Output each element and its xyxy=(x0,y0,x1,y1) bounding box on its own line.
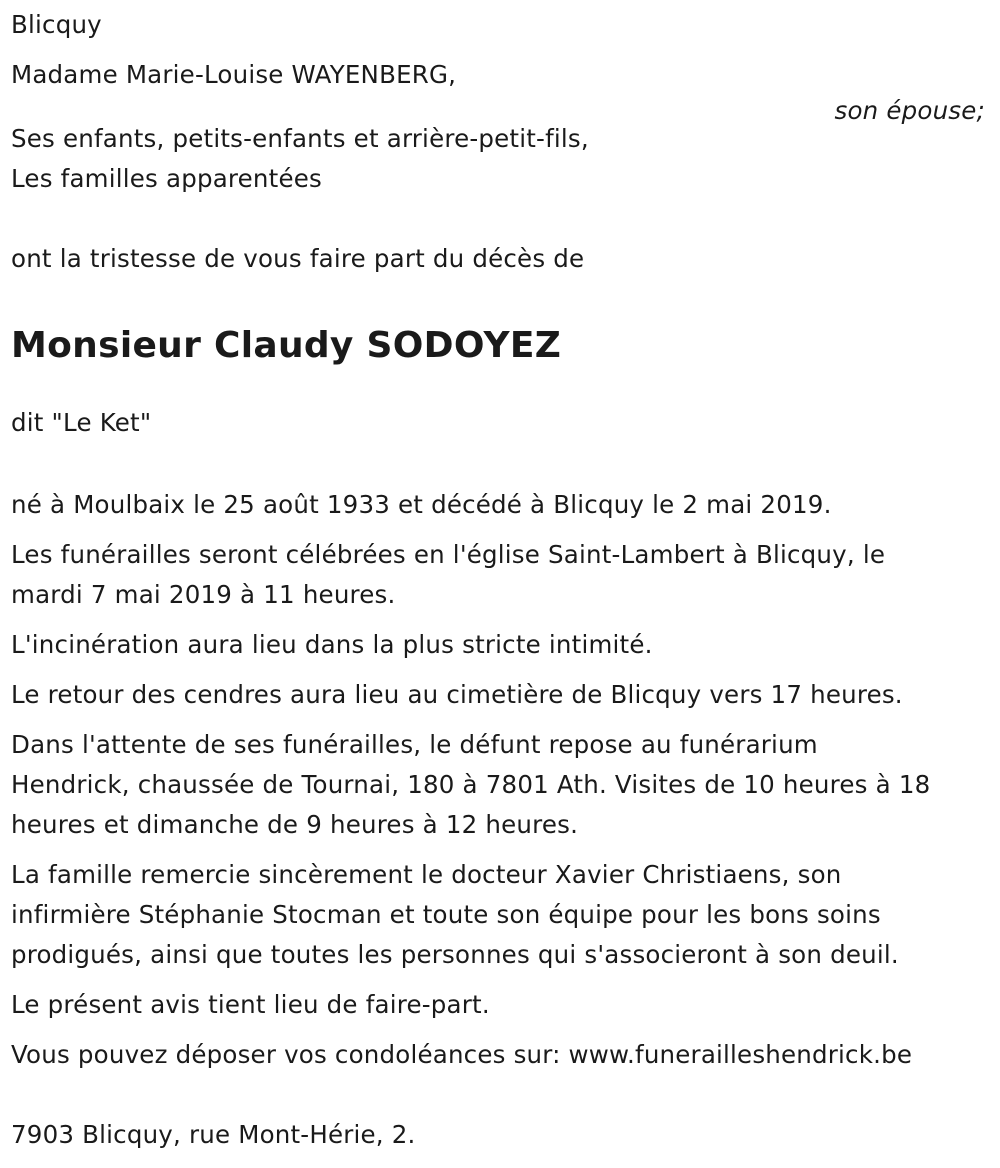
ashes-text: Le retour des cendres aura lieu au cimetière de Blicquy vers 17 heures. xyxy=(11,680,903,709)
wake-line-1: Dans l'attente de ses funérailles, le défunt repose au funérarium xyxy=(11,730,818,759)
funeral-paragraph xyxy=(11,535,991,615)
wake-line-2: Hendrick, chaussée de Tournai, 180 à 7801 Ath. Visites de 10 heures à 18 xyxy=(11,770,931,799)
deceased-name: Monsieur Claudy SODOYEZ xyxy=(11,325,562,366)
condolences-text: Vous pouvez déposer vos condoléances sur: www.funerailleshendrick.be xyxy=(11,1040,913,1069)
deceased-nickname: dit "Le Ket" xyxy=(11,408,152,437)
header-place: Blicquy xyxy=(11,10,102,39)
thanks-line-1: La famille remercie sincèrement le docteur Xavier Christiaens, son xyxy=(11,860,842,889)
funeral-line-2: mardi 7 mai 2019 à 11 heures. xyxy=(11,580,396,609)
spouse-role: son épouse; xyxy=(834,96,985,125)
address-text: 7903 Blicquy, rue Mont-Hérie, 2. xyxy=(11,1120,416,1149)
birth-death-text: né à Moulbaix le 25 août 1933 et décédé à Blicquy le 2 mai 2019. xyxy=(11,490,832,519)
notice-text: Le présent avis tient lieu de faire-part. xyxy=(11,990,490,1019)
thanks-paragraph xyxy=(11,855,991,975)
spouse-role-row xyxy=(11,95,991,125)
wake-line-3: heures et dimanche de 9 heures à 12 heures. xyxy=(11,810,579,839)
announcement-text: ont la tristesse de vous faire part du décès de xyxy=(11,244,585,273)
spouse-name: Madame Marie-Louise WAYENBERG, xyxy=(11,60,457,89)
family-relatives: Les familles apparentées xyxy=(11,164,322,193)
obituary-notice xyxy=(11,5,991,1155)
wake-paragraph xyxy=(11,725,991,845)
funeral-line-1: Les funérailles seront célébrées en l'église Saint-Lambert à Blicquy, le xyxy=(11,540,886,569)
thanks-line-3: prodigués, ainsi que toutes les personnes qui s'associeront à son deuil. xyxy=(11,940,899,969)
cremation-text: L'incinération aura lieu dans la plus stricte intimité. xyxy=(11,630,653,659)
family-children: Ses enfants, petits-enfants et arrière-petit-fils, xyxy=(11,124,589,153)
thanks-line-2: infirmière Stéphanie Stocman et toute son équipe pour les bons soins xyxy=(11,900,881,929)
